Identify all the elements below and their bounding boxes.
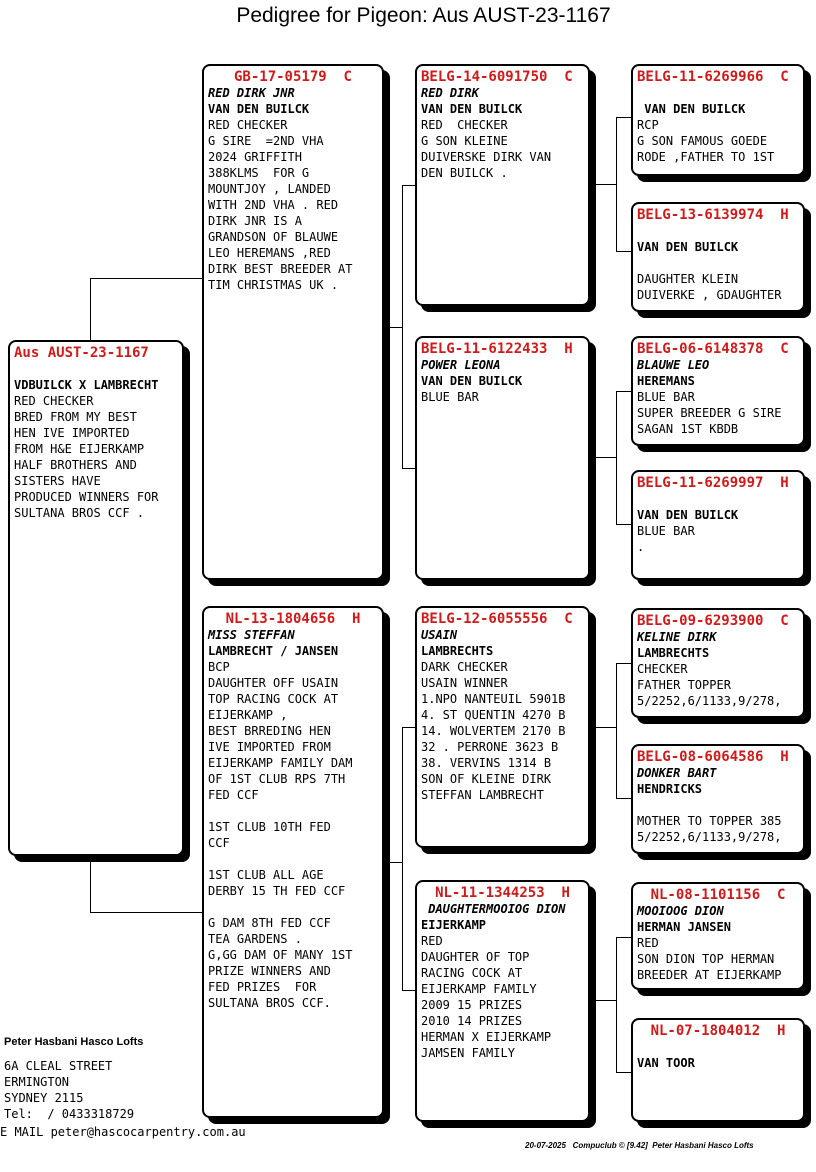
connector-line	[402, 727, 403, 990]
owner-address-line: SYDNEY 2115	[4, 1091, 84, 1105]
connector-line	[590, 727, 616, 728]
ring-number: Aus AUST-23-1167	[14, 345, 149, 361]
note-line: 2010 14 PRIZES	[421, 1014, 523, 1028]
pigeon-card-subject[interactable]	[8, 340, 184, 856]
note-line: DIRK BEST BREEDER AT	[208, 262, 353, 276]
note-line: WITH 2ND VHA . RED	[208, 198, 339, 212]
note-line: DEN BUILCK .	[421, 166, 508, 180]
note-line: BLUE BAR	[637, 390, 695, 404]
note-line: TIM CHRISTMAS UK .	[208, 278, 339, 292]
ring-number: BELG-08-6064586 H	[637, 749, 789, 765]
note-line: EIJERKAMP ,	[208, 708, 288, 722]
notes	[637, 255, 799, 303]
note-line: DUIVERSKE DIRK VAN	[421, 150, 552, 164]
note-line: DUIVERKE , GDAUGHTER	[637, 288, 782, 302]
connector-line	[590, 1000, 616, 1001]
note-line: PRODUCED WINNERS FOR	[14, 490, 159, 504]
note-line: FED PRIZES FOR	[208, 980, 317, 994]
note-line: 4. ST QUENTIN 4270 B	[421, 708, 566, 722]
ring-number: BELG-12-6055556 C	[421, 611, 573, 627]
pigeon-card-sdd[interactable]	[631, 470, 805, 580]
pigeon-name: BLAUWE LEO	[637, 358, 710, 372]
notes	[637, 523, 799, 555]
pigeon-card-sire[interactable]	[202, 64, 384, 580]
pigeon-card-ddd[interactable]	[631, 1018, 805, 1122]
note-line: FROM H&E EIJERKAMP	[14, 442, 145, 456]
pigeon-card-sire-sire[interactable]	[415, 64, 590, 306]
owner-address-line: ERMINGTON	[4, 1075, 70, 1089]
footer-text: 20-07-2025 Compuclub © [9.42] Peter Hasbani Hasco Lofts	[525, 1141, 754, 1150]
note-line: RED CHECKER	[14, 394, 94, 408]
owner-email[interactable]: E MAIL peter@hascocarpentry.com.au	[0, 1125, 246, 1139]
note-line: MOTHER TO TOPPER 385	[637, 814, 782, 828]
pigeon-name: DAUGHTERMOOIOG DION	[421, 902, 566, 916]
note-line: HALF BROTHERS AND	[14, 458, 137, 472]
note-line: SON OF KLEINE DIRK	[421, 772, 552, 786]
breeder-name: VAN DEN BUILCK	[637, 102, 746, 116]
note-line: 2009 15 PRIZES	[421, 998, 523, 1012]
note-line: 1ST CLUB 10TH FED	[208, 820, 331, 834]
note-line: BLUE BAR	[637, 524, 695, 538]
note-line: LEO HEREMANS ,RED	[208, 246, 331, 260]
note-line: DAUGHTER OFF USAIN	[208, 676, 339, 690]
breeder-name: LAMBRECHTS	[637, 646, 710, 660]
pigeon-name	[637, 491, 799, 507]
connector-line	[590, 184, 616, 185]
breeder-name: VAN DEN BUILCK	[421, 374, 523, 388]
ring-number: NL-08-1101156 C	[650, 887, 786, 903]
note-line: TOP RACING COCK AT	[208, 692, 339, 706]
breeder-name: LAMBRECHT / JANSEN	[208, 644, 339, 658]
note-line: EIJERKAMP FAMILY DAM	[208, 756, 353, 770]
notes	[421, 933, 584, 1061]
note-line: RED CHECKER	[421, 118, 508, 132]
ring-number: NL-13-1804656 H	[225, 611, 361, 627]
breeder-name: VAN DEN BUILCK	[421, 102, 523, 116]
ring-number: BELG-13-6139974 H	[637, 207, 789, 223]
pigeon-name	[637, 223, 799, 239]
note-line: DERBY 15 TH FED CCF	[208, 884, 346, 898]
note-line: 1.NPO NANTEUIL 5901B	[421, 692, 566, 706]
note-line: DARK CHECKER	[421, 660, 508, 674]
note-line: JAMSEN FAMILY	[421, 1046, 515, 1060]
note-line: BREEDER AT EIJERKAMP	[637, 968, 782, 982]
notes	[637, 797, 799, 845]
ring-number: NL-11-1344253 H	[435, 885, 570, 901]
connector-line	[90, 278, 204, 279]
breeder-name: EIJERKAMP	[421, 918, 487, 932]
owner-info	[4, 1034, 143, 1122]
notes	[421, 659, 584, 803]
note-line: USAIN WINNER	[421, 676, 508, 690]
note-line: RODE ,FATHER TO 1ST	[637, 150, 775, 164]
pigeon-name	[14, 361, 178, 377]
pigeon-card-sds[interactable]	[631, 336, 805, 446]
pigeon-name: POWER LEONA	[421, 358, 501, 372]
note-line: FATHER TOPPER	[637, 678, 731, 692]
note-line: DAUGHTER KLEIN	[637, 272, 739, 286]
note-line: IVE IMPORTED FROM	[208, 740, 331, 754]
connector-line	[384, 327, 402, 328]
pigeon-card-dss[interactable]	[631, 608, 805, 718]
note-line: HERMAN X EIJERKAMP	[421, 1030, 552, 1044]
ring-number: BELG-09-6293900 C	[637, 613, 789, 629]
pigeon-name: USAIN	[421, 628, 458, 642]
notes	[637, 117, 799, 165]
note-line: RCP	[637, 118, 659, 132]
note-line: FED CCF	[208, 788, 259, 802]
note-line: DAUGHTER OF TOP	[421, 950, 530, 964]
notes	[637, 389, 799, 437]
notes	[421, 117, 584, 181]
note-line: SON DION TOP HERMAN	[637, 952, 775, 966]
note-line: PRIZE WINNERS AND	[208, 964, 331, 978]
ring-number: BELG-06-6148378 C	[637, 341, 789, 357]
owner-phone: Tel: / 0433318729	[4, 1107, 135, 1121]
notes	[208, 659, 378, 1011]
pigeon-name	[637, 1039, 799, 1055]
pigeon-card-ssd[interactable]	[631, 202, 805, 312]
note-line: OF 1ST CLUB RPS 7TH	[208, 772, 346, 786]
pigeon-name: MOOIOOG DION	[637, 904, 724, 918]
connector-line	[90, 912, 204, 913]
breeder-name: HEREMANS	[637, 374, 695, 388]
ring-number: BELG-14-6091750 C	[421, 69, 573, 85]
connector-line	[402, 185, 403, 468]
note-line: BCP	[208, 660, 230, 674]
connector-line	[616, 937, 617, 1072]
note-line: HEN IVE IMPORTED	[14, 426, 130, 440]
note-line	[208, 851, 378, 867]
note-line: GRANDSON OF BLAUWE	[208, 230, 339, 244]
notes	[637, 935, 799, 983]
ring-number: NL-07-1804012 H	[650, 1023, 786, 1039]
note-line: CCF	[208, 836, 230, 850]
note-line: .	[637, 540, 645, 554]
note-line: BRED FROM MY BEST	[14, 410, 137, 424]
note-line: 5/2252,6/1133,9/278,	[637, 694, 782, 708]
pigeon-card-sss[interactable]	[631, 64, 805, 176]
breeder-name: VAN DEN BUILCK	[637, 508, 739, 522]
note-line: 14. WOLVERTEM 2170 B	[421, 724, 566, 738]
note-line: 1ST CLUB ALL AGE	[208, 868, 324, 882]
pigeon-name: RED DIRK JNR	[208, 86, 295, 100]
note-line: 38. VERVINS 1314 B	[421, 756, 552, 770]
breeder-name: VAN DEN BUILCK	[208, 102, 310, 116]
note-line: G SIRE =2ND VHA	[208, 134, 324, 148]
connector-line	[384, 862, 402, 863]
notes	[14, 393, 178, 521]
pigeon-name	[637, 85, 799, 101]
note-line: MOUNTJOY , LANDED	[208, 182, 331, 196]
note-line: DIRK JNR IS A	[208, 214, 302, 228]
note-line: TEA GARDENS .	[208, 932, 302, 946]
connector-line	[616, 117, 617, 251]
note-line: RED	[421, 934, 443, 948]
note-line: SULTANA BROS CCF .	[14, 506, 145, 520]
notes	[421, 389, 584, 405]
breeder-name: HENDRICKS	[637, 782, 703, 796]
owner-name: Peter Hasbani Hasco Lofts	[4, 1036, 144, 1048]
note-line: BEST BRREDING HEN	[208, 724, 331, 738]
note-line	[208, 803, 378, 819]
breeder-name: VDBUILCK X LAMBRECHT	[14, 378, 159, 392]
note-line: SISTERS HAVE	[14, 474, 101, 488]
notes	[208, 117, 378, 293]
note-line: SUPER BREEDER G SIRE	[637, 406, 782, 420]
note-line: CHECKER	[637, 662, 688, 676]
pigeon-name: KELINE DIRK	[637, 630, 717, 644]
note-line	[637, 255, 799, 271]
note-line: RED CHECKER	[208, 118, 288, 132]
note-line: STEFFAN LAMBRECHT	[421, 788, 544, 802]
page-title: Pedigree for Pigeon: Aus AUST-23-1167	[236, 4, 611, 27]
connector-line	[590, 457, 616, 458]
note-line: 2024 GRIFFITH	[208, 150, 302, 164]
connector-line	[90, 856, 91, 912]
note-line	[637, 797, 799, 813]
note-line: BLUE BAR	[421, 390, 479, 404]
note-line: 388KLMS FOR G	[208, 166, 310, 180]
note-line: 5/2252,6/1133,9/278,	[637, 830, 782, 844]
ring-number: BELG-11-6269997 H	[637, 475, 789, 491]
connector-line	[616, 663, 617, 798]
pigeon-card-dds[interactable]	[631, 882, 805, 990]
connector-line	[616, 391, 617, 524]
pigeon-card-sire-dam[interactable]	[415, 336, 590, 580]
note-line: 32 . PERRONE 3623 B	[421, 740, 559, 754]
breeder-name: LAMBRECHTS	[421, 644, 494, 658]
breeder-name: VAN DEN BUILCK	[637, 240, 739, 254]
note-line: SULTANA BROS CCF.	[208, 996, 331, 1010]
pigeon-name: MISS STEFFAN	[208, 628, 295, 642]
pigeon-card-dam[interactable]	[202, 606, 384, 1118]
note-line: G SON FAMOUS GOEDE	[637, 134, 768, 148]
notes	[637, 661, 799, 709]
breeder-name: VAN TOOR	[637, 1056, 695, 1070]
breeder-name: HERMAN JANSEN	[637, 920, 731, 934]
pigeon-card-dam-dam[interactable]	[415, 880, 590, 1122]
pigeon-name: RED DIRK	[421, 86, 479, 100]
owner-address-line: 6A CLEAL STREET	[4, 1059, 113, 1073]
pigeon-card-dsd[interactable]	[631, 744, 805, 854]
note-line: G DAM 8TH FED CCF	[208, 916, 331, 930]
note-line: G SON KLEINE	[421, 134, 508, 148]
ring-number: BELG-11-6122433 H	[421, 341, 573, 357]
pigeon-card-dam-sire[interactable]	[415, 606, 590, 848]
ring-number: GB-17-05179 C	[233, 69, 352, 85]
note-line: SAGAN 1ST KBDB	[637, 422, 739, 436]
pigeon-name: DONKER BART	[637, 766, 717, 780]
note-line: RACING COCK AT	[421, 966, 523, 980]
note-line: EIJERKAMP FAMILY	[421, 982, 537, 996]
note-line: RED	[637, 936, 659, 950]
ring-number: BELG-11-6269966 C	[637, 69, 789, 85]
note-line: G,GG DAM OF MANY 1ST	[208, 948, 353, 962]
note-line	[208, 899, 378, 915]
connector-line	[90, 278, 91, 340]
